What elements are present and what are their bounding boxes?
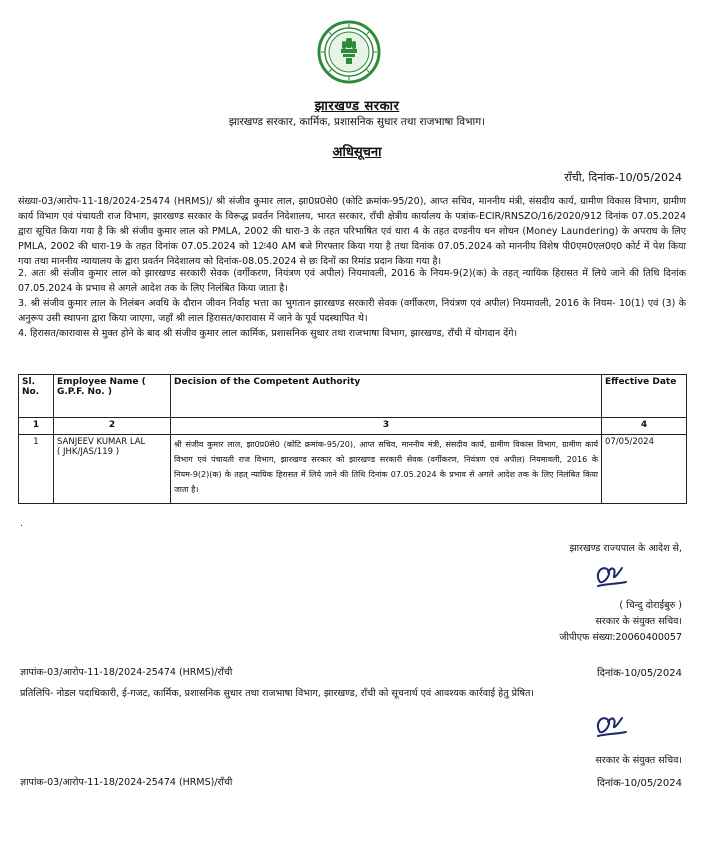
notification-title: अधिसूचना (332, 145, 382, 160)
copy-to-line: प्रतिलिपि- नोडल पदाधिकारी, ई-गजट, कार्मिक, प्रशासनिक सुधार तथा राजभाषा विभाग, झारखण्ड, राँची को सूचनार्थ एवं आवश्यक कार्रवाई हेतु प्रेषित। (20, 688, 535, 699)
employee-gpf: ( JHK/JAS/119 ) (57, 447, 120, 457)
header-decision: Decision of the Competent Authority (171, 375, 602, 418)
memo-date-2: दिनांक-10/05/2024 (597, 778, 682, 789)
paragraph-2: 2. अतः श्री संजीव कुमार लाल को झारखण्ड सरकारी सेवक (वर्गीकरण, नियंत्रण एवं अपील) नियमावली, 2016 के नियम-9(2)(क) के तहत् न्यायिक हिरासत में लिये जाने की तिथि दिनांक 07.05.2024 के प्रभाव से अगले आदेश तक के लिए निलंबित किया जाता है। (18, 268, 686, 294)
signatory-designation-2: सरकार के संयुक्त सचिव। (595, 755, 682, 766)
row-sl-no: 1 (19, 435, 54, 504)
column-number: 3 (171, 418, 602, 435)
suspension-table (18, 374, 687, 504)
memo-number-2: ज्ञापांक-03/आरोप-11-18/2024-25474 (HRMS)/राँची (20, 777, 233, 788)
paragraph-4: 4. हिरासत/कारावास से मुक्त होने के बाद श्री संजीव कुमार लाल कार्मिक, प्रशासनिक सुधार तथा राजभाषा विभाग, झारखण्ड, राँची में योगदान देंगे। (18, 328, 518, 339)
stray-dot: . (20, 519, 23, 529)
signature-icon (592, 560, 628, 590)
row-employee (54, 435, 171, 504)
place-date: राँची, दिनांक-10/05/2024 (564, 171, 682, 184)
memo-date-1: दिनांक-10/05/2024 (597, 668, 682, 679)
signature-icon (592, 710, 628, 740)
government-heading: झारखण्ड सरकार (314, 99, 400, 114)
employee-name: SANJEEV KUMAR LAL (57, 437, 146, 447)
header-effective-date: Effective Date (602, 375, 687, 418)
row-effective-date: 07/05/2024 (602, 435, 687, 504)
header-employee-name: Employee Name ( G.P.F. No. ) (54, 375, 171, 418)
column-number: 4 (602, 418, 687, 435)
header-sl-no: Sl. No. (19, 375, 54, 418)
signatory-gpf-number: जीपीएफ संख्या:20060400057 (559, 632, 682, 643)
department-heading: झारखण्ड सरकार, कार्मिक, प्रशासनिक सुधार तथा राजभाषा विभाग। (228, 116, 486, 128)
paragraph-1: संख्या-03/आरोप-11-18/2024-25474 (HRMS)/ श्री संजीव कुमार लाल, झा0प्र0से0 (कोटि क्रमांक-95/20), आप्त सचिव, माननीय मंत्री, संसदीय कार्य, ग्रामीण विकास विभाग, ग्रामीण कार्य विभाग एवं पंचायती राज विभाग, झारखण्ड सरकार के विरूद्ध प्रवर्तन निदेशालय, भारत सरकार, राँची क्षेत्रीय कार्यालय के पत्रांक-ECIR/RNSZO/16/2020/912 दिनांक 07.05.2024 द्वारा सूचित किया गया है कि श्री संजीव कुमार लाल को PMLA, 2002 की धारा-3 के तहत परिभाषित एवं धारा 4 के तहत दण्डनीय धन शोधन (Money Laundering) के अपराध के लिए PMLA, 2002 की धारा-19 के तहत दिनांक 07.05.2024 को 12ः40 AM बजे गिरफ्तार किया गया है तथा दिनांक 07.05.2024 को माननीय विशेष पी0एम0एल0ए0 कोर्ट में पेश किया गया तथा माननीय न्यायालय के द्वारा प्रवर्तन निदेशालय को दिनांक-08.05.2024 से छः दिनों का रिमांड प्रदान किया गया है। (18, 196, 686, 267)
column-number-row (19, 418, 687, 435)
order-by-governor: झारखण्ड राज्यपाल के आदेश से, (569, 543, 682, 554)
column-number: 2 (54, 418, 171, 435)
row-decision: श्री संजीव कुमार लाल, झा0प्र0से0 (कोटि क्रमांक-95/20), आप्त सचिव, माननीय मंत्री, संसदीय कार्य, ग्रामीण विकास विभाग, ग्रामीण कार्य विभाग एवं पंचायती राज विभाग, झारखण्ड सरकार को झारखण्ड सरकारी सेवक (वर्गीकरण, नियंत्रण एवं अपील) नियमावली, 2016 के नियम-9(2)(क) के तहत् न्यायिक हिरासत में लिये जाने की तिथि दिनांक 07.05.2024 के प्रभाव से अगले आदेश तक के लिए निलंबित किया जाता है। (171, 435, 602, 504)
jharkhand-government-seal-icon (317, 20, 381, 84)
signatory-designation: सरकार के संयुक्त सचिव। (595, 616, 682, 627)
column-number: 1 (19, 418, 54, 435)
table-row (19, 435, 687, 504)
memo-number-1: ज्ञापांक-03/आरोप-11-18/2024-25474 (HRMS)/राँची (20, 667, 233, 678)
paragraph-3: 3. श्री संजीव कुमार लाल के निलंबन अवधि के दौरान जीवन निर्वाह भत्ता का भुगतान झारखण्ड सरकारी सेवक (वर्गीकरण, नियंत्रण एवं अपील) नियमावली, 2016 के नियम- 10(1) एवं (3) के अनुरूप उसी स्थापना द्वारा किया जाएगा, जहाँ श्री लाल हिरासत/कारावास में जाने के पूर्व पदस्थापित थे। (18, 298, 686, 324)
signatory-name: ( चिन्दु दोराईबुरु ) (619, 600, 682, 611)
table-header-row (19, 375, 687, 418)
